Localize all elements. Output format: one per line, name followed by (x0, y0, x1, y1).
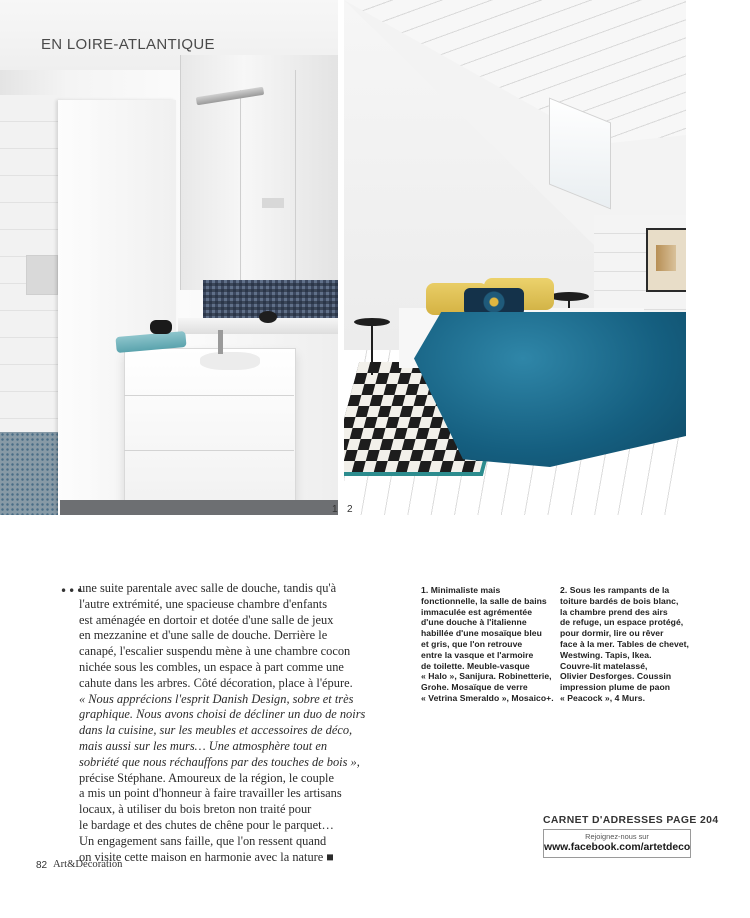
magazine-logo: Art&Décoration (53, 859, 123, 870)
section-label: EN LOIRE-ATLANTIQUE (41, 36, 215, 53)
article-line: est aménagée en dortoir et dotée d'une salle de jeux (79, 612, 334, 627)
caption-line: « Vetrina Smeraldo », Mosaico+. (421, 692, 554, 703)
bathroom-floor (60, 500, 338, 515)
caption-line: fonctionnelle, la salle de bains (421, 595, 547, 606)
caption-line: pour dormir, lire ou rêver (560, 628, 664, 639)
caption-line: face à la mer. Tables de chevet, (560, 638, 689, 649)
article-line: Un engagement sans faille, que l'on ressent quand (79, 833, 327, 848)
caption-line: d'une douche à l'italienne (421, 617, 527, 628)
caption-line: Olivier Desforges. Coussin (560, 671, 672, 682)
article-line: sobriété que nous réchauffons par des touches de bois », (79, 754, 360, 769)
article-line: graphique. Nous avons choisi de décliner un duo de noirs (79, 707, 366, 722)
article-line: « Nous apprécions l'esprit Danish Design, sobre et très (79, 691, 354, 706)
article-line: nichée sous les combles, un espace à part comme une (79, 659, 344, 674)
cabinet-divider (240, 90, 241, 285)
bathroom-photo (0, 0, 338, 515)
article-line: on visite cette maison en harmonie avec la nature ■ (79, 849, 334, 864)
vanity-unit (124, 348, 296, 510)
article-line: canapé, l'escalier suspendu mène à une chambre cocon (79, 644, 351, 659)
washbasin (200, 352, 260, 370)
caption-line: immaculée est agrémentée (421, 606, 533, 617)
caption-line: habillée d'une mosaïque bleu (421, 628, 542, 639)
facebook-link[interactable]: www.facebook.com/artetdeco (544, 842, 691, 853)
side-table-right (549, 292, 589, 301)
page-number: 82 (36, 860, 48, 871)
photo-number-1: 1 (332, 504, 338, 515)
hair-dryer (150, 320, 172, 334)
caption-line: toiture bardés de bois blanc, (560, 595, 679, 606)
article-line: l'autre extrémité, une spacieuse chambre d'enfants (79, 596, 328, 611)
article-line: le bardage et des chutes de chêne pour le parquet… (79, 817, 334, 832)
caption-line: la chambre prend des airs (560, 606, 668, 617)
photo-caption-2 (560, 585, 690, 704)
caption-line: de refuge, un espace protégé, (560, 617, 684, 628)
caption-line: de toilette. Meuble-vasque (421, 660, 530, 671)
caption-line: 2. Sous les rampants de la (560, 585, 670, 595)
caption-line: impression plume de paon (560, 682, 671, 693)
article-line: a mis un point d'honneur à faire travailler les artisans (79, 786, 342, 801)
article-line: dans la cuisine, sur les meubles et accessoires de déco, (79, 723, 353, 738)
photo-number-2: 2 (347, 504, 353, 515)
article-line: mais aussi sur les murs… Une atmosphère tout en (79, 738, 328, 753)
facebook-join-text: Rejoignez-nous sur (585, 832, 649, 841)
continuation-bullet: ••• (60, 584, 85, 598)
caption-line: 1. Minimaliste mais (421, 585, 501, 595)
article-body (79, 581, 369, 865)
shower-niche (26, 255, 58, 295)
article-line: en mezzanine et d'une salle de douche. Derrière le (79, 628, 328, 643)
cabinet-divider (295, 70, 296, 288)
caption-line: Westwing. Tapis, Ikea. (560, 649, 652, 660)
article-line: locaux, à utiliser du bois breton non traité pour (79, 802, 312, 817)
facebook-box[interactable] (543, 829, 691, 858)
peacock-cushion (464, 288, 524, 316)
address-book-reference: CARNET D'ADRESSES PAGE 204 (543, 815, 719, 826)
photo-caption-1 (421, 585, 556, 704)
wall-ledge (178, 318, 338, 334)
article-line: cahute dans les arbres. Côté décoration, place à l'épure. (79, 675, 353, 690)
caption-line: entre la vasque et l'armoire (421, 649, 534, 660)
drawer-line (124, 395, 294, 396)
caption-line: Grohe. Mosaïque de verre (421, 682, 528, 693)
bedroom-photo (344, 0, 686, 515)
caption-line: « Halo », Sanijura. Robinetterie, (421, 671, 552, 682)
article-line: précise Stéphane. Amoureux de la région, le couple (79, 770, 334, 785)
cabinet-handle (262, 198, 284, 208)
shower-mosaic-floor (0, 432, 60, 515)
article-line: une suite parentale avec salle de douche, tandis qu'à (79, 581, 337, 595)
caption-line: et gris, que l'on retrouve (421, 638, 523, 649)
caption-line: Couvre-lit matelassé, (560, 660, 648, 671)
frame-artwork (656, 245, 676, 271)
side-table-leg (371, 325, 373, 375)
caption-line: « Peacock », 4 Murs. (560, 692, 646, 703)
drawer-line (124, 450, 294, 451)
tap (218, 330, 223, 354)
side-table-left (354, 318, 390, 326)
black-bowl (259, 311, 277, 323)
